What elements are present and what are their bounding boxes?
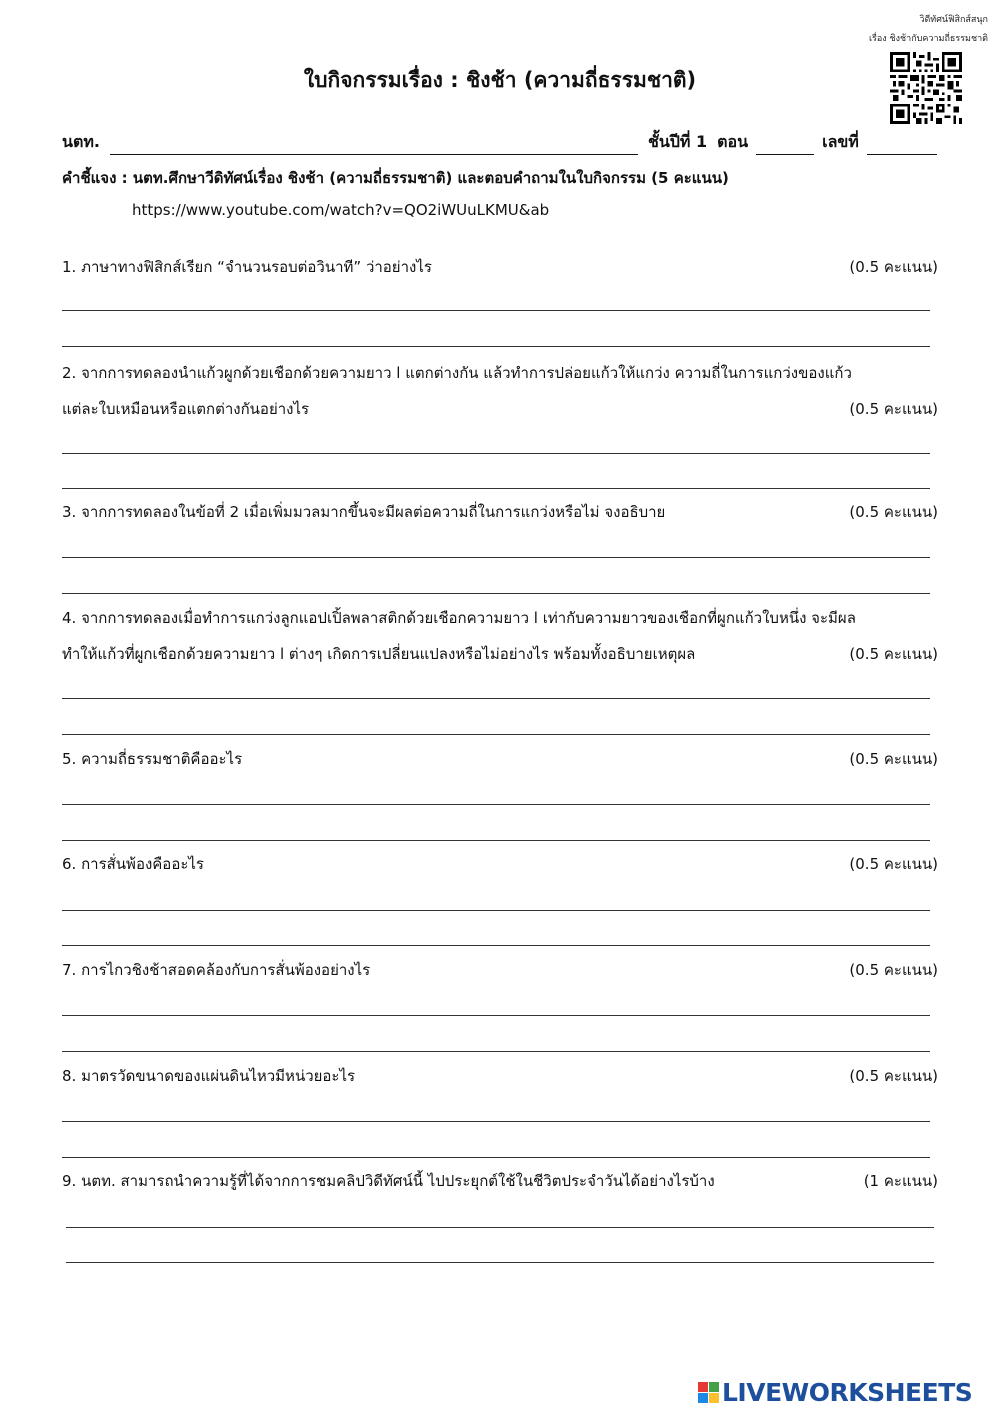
answer-line-8a[interactable] [62, 1121, 930, 1122]
question-points: (0.5 คะแนน) [849, 503, 938, 521]
question-text: 3. จากการทดลองในข้อที่ 2 เมื่อเพิ่มมวลมากขึ้นจะมีผลต่อความถี่ในการแกว่งหรือไม่ จงอธิบาย [62, 503, 666, 521]
question-2 [62, 366, 938, 417]
question-3 [62, 505, 938, 520]
answer-line-9a[interactable] [66, 1227, 934, 1228]
liveworksheets-logo[interactable] [698, 1378, 972, 1407]
question-6 [62, 857, 938, 872]
answer-line-1a[interactable] [62, 310, 930, 311]
question-text-cont: ทำให้แก้วที่ผูกเชือกด้วยความยาว l ต่างๆ เกิดการเปลี่ยนแปลงหรือไม่อย่างไร พร้อมทั้งอธิบายเหตุผล [62, 645, 696, 663]
name-label: นตท. [62, 132, 100, 151]
answer-line-2b[interactable] [62, 488, 930, 489]
instructions-text: คำชี้แจง : นตท.ศึกษาวีดิทัศน์เรื่อง ชิงช้า (ความถี่ธรรมชาติ) และตอบคำถามในใบกิจกรรม (5 คะแนน) [62, 169, 729, 187]
number-label: เลขที่ [822, 132, 859, 151]
section-label: ตอน [717, 132, 749, 151]
question-points: (0.5 คะแนน) [849, 1067, 938, 1085]
question-9 [62, 1174, 938, 1189]
question-text: 7. การไกวชิงช้าสอดคล้องกับการสั่นพ้องอย่างไร [62, 961, 371, 979]
question-text: 4. จากการทดลองเมื่อทำการแกว่งลูกแอปเปิ้ลพลาสติกด้วยเชือกความยาว l เท่ากับความยาวของเชือกที่ผูกแก้วใบหนึ่ง จะมีผล [62, 609, 856, 627]
answer-line-3b[interactable] [62, 593, 930, 594]
question-points: (0.5 คะแนน) [849, 400, 938, 418]
answer-line-1b[interactable] [62, 346, 930, 347]
question-points: (0.5 คะแนน) [849, 961, 938, 979]
question-points: (0.5 คะแนน) [849, 258, 938, 276]
video-url-link[interactable]: https://www.youtube.com/watch?v=QO2iWUuLKMU&ab [132, 201, 550, 219]
corner-caption-1: วิดีทัศน์ฟิสิกส์สนุก [919, 15, 988, 25]
question-points: (0.5 คะแนน) [849, 855, 938, 873]
question-text: 6. การสั่นพ้องคืออะไร [62, 855, 204, 873]
class-label: ชั้นปีที่ 1 [647, 132, 708, 151]
answer-line-3a[interactable] [62, 557, 930, 558]
answer-line-7b[interactable] [62, 1051, 930, 1052]
question-4 [62, 611, 938, 662]
question-points: (1 คะแนน) [863, 1172, 938, 1190]
question-text: 2. จากการทดลองนำแก้วผูกด้วยเชือกด้วยความยาว l แตกต่างกัน แล้วทำการปล่อยแก้วให้แกว่ง ความถี่ในการแกว่งของแก้ว [62, 364, 852, 382]
question-text: 1. ภาษาทางฟิสิกส์เรียก “จำนวนรอบต่อวินาที” ว่าอย่างไร [62, 258, 432, 276]
answer-line-4a[interactable] [62, 698, 930, 699]
section-field[interactable] [756, 138, 814, 155]
answer-line-7a[interactable] [62, 1015, 930, 1016]
brand-name: LIVEWORKSHEETS [722, 1378, 973, 1407]
liveworksheets-logo-icon [698, 1382, 719, 1403]
answer-line-5a[interactable] [62, 804, 930, 805]
question-text: 8. มาตรวัดขนาดของแผ่นดินไหวมีหน่วยอะไร [62, 1067, 356, 1085]
answer-line-9b[interactable] [66, 1262, 934, 1263]
question-text: 5. ความถี่ธรรมชาติคืออะไร [62, 750, 243, 768]
name-field[interactable] [110, 138, 638, 155]
number-field[interactable] [867, 138, 937, 155]
answer-line-6a[interactable] [62, 910, 930, 911]
question-text: 9. นตท. สามารถนำความรู้ที่ได้จากการชมคลิปวิดีทัศน์นี้ ไปประยุกต์ใช้ในชีวิตประจำวันได้อย่างไรบ้าง [62, 1172, 715, 1190]
question-8 [62, 1069, 938, 1084]
question-text-cont: แต่ละใบเหมือนหรือแตกต่างกันอย่างไร [62, 400, 310, 418]
question-5 [62, 752, 938, 767]
corner-caption-2: เรื่อง ชิงช้ากับความถี่ธรรมชาติ [868, 34, 988, 44]
question-points: (0.5 คะแนน) [849, 750, 938, 768]
answer-line-5b[interactable] [62, 840, 930, 841]
question-7 [62, 963, 938, 978]
question-points: (0.5 คะแนน) [849, 645, 938, 663]
answer-line-6b[interactable] [62, 945, 930, 946]
page-title: ใบกิจกรรมเรื่อง : ชิงช้า (ความถี่ธรรมชาติ) [303, 68, 697, 92]
question-1 [62, 260, 938, 275]
answer-line-4b[interactable] [62, 734, 930, 735]
student-info-row [62, 130, 938, 155]
answer-line-8b[interactable] [62, 1157, 930, 1158]
answer-line-2a[interactable] [62, 453, 930, 454]
